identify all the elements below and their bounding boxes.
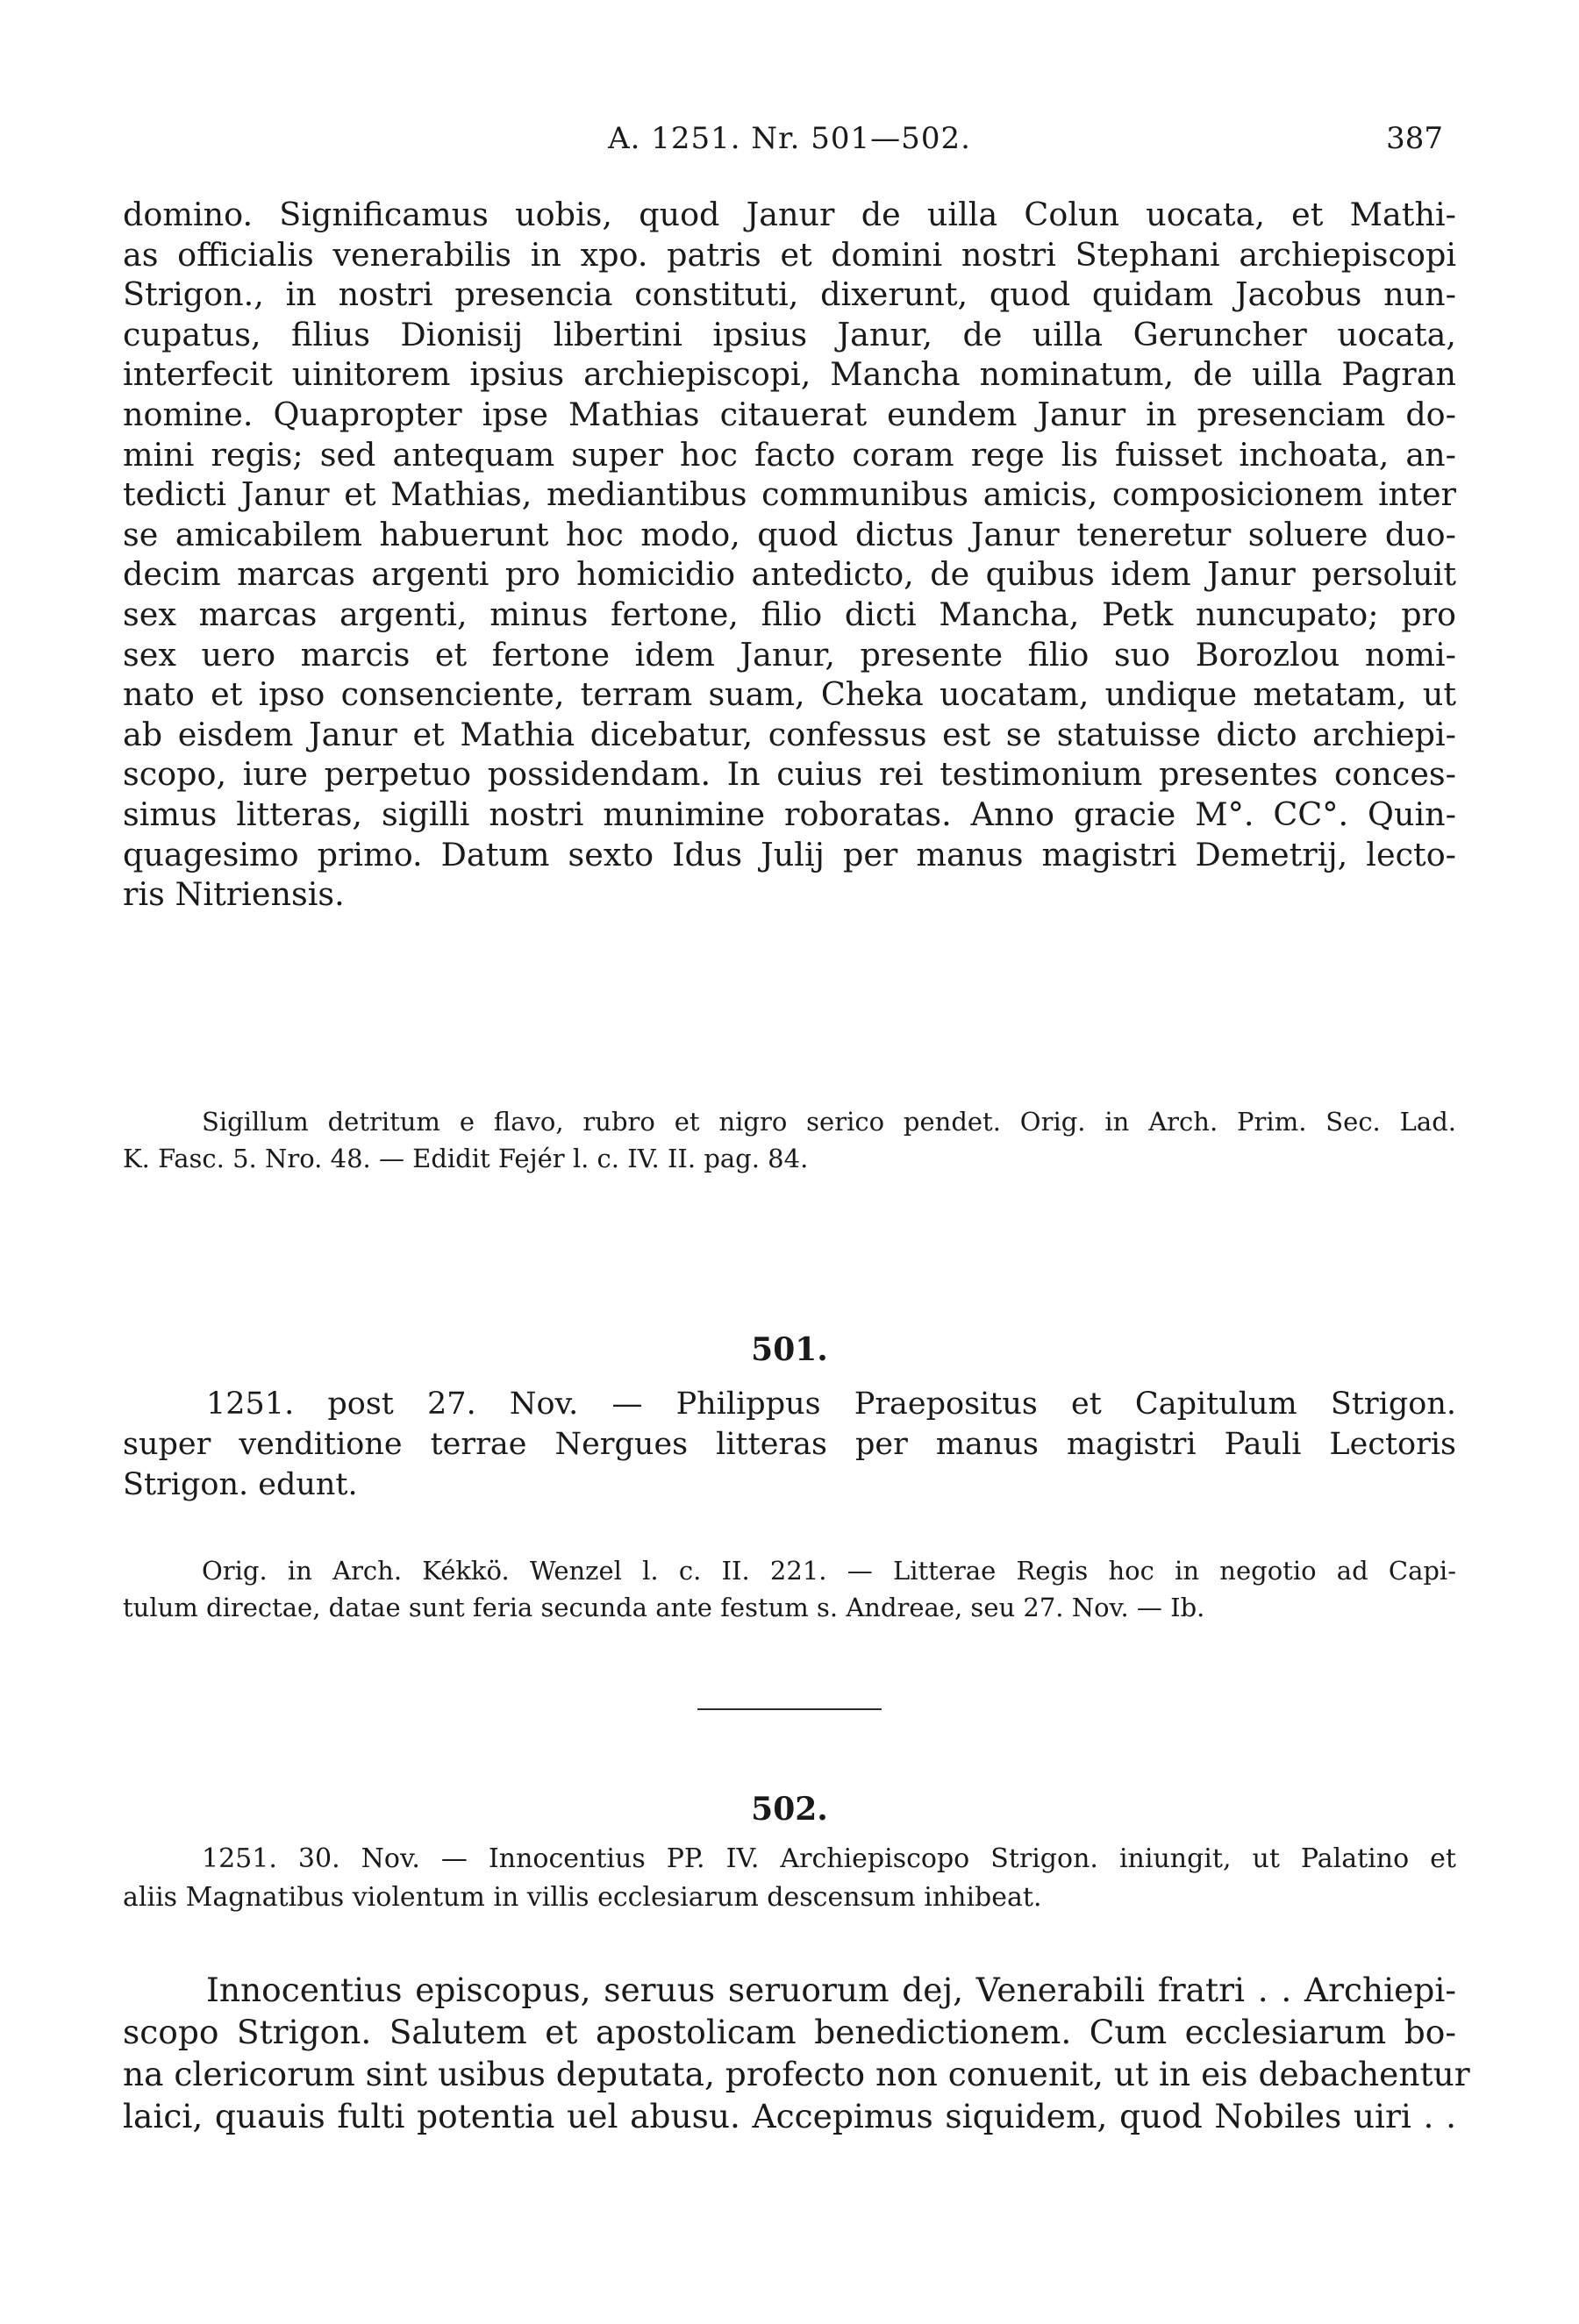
text-line: interfecit uinitorem ipsius archiepiscopi, Mancha nominatum, de uilla Pagran — [123, 355, 1456, 394]
text-line: cupatus, filius Dionisij libertini ipsius Janur, de uilla Geruncher uocata, — [123, 315, 1456, 353]
regest-line: 1251. post 27. Nov. — Philippus Praepositus et Capitulum Strigon. — [206, 1387, 1456, 1422]
text-line: scopo, iure perpetuo possidendam. In cuius rei testimonium presentes conces- — [123, 755, 1456, 794]
text-line: se amicabilem habuerunt hoc modo, quod dictus Janur teneretur soluere duo- — [123, 515, 1456, 553]
text-line: nomine. Quapropter ipse Mathias citauerat eundem Janur in presenciam do- — [123, 395, 1456, 433]
regest-line: Strigon. edunt. — [123, 1467, 358, 1502]
regest-line: super venditione terrae Nergues litteras per manus magistri Pauli Lectoris — [123, 1427, 1456, 1462]
text-line: ris Nitriensis. — [123, 875, 345, 914]
text-line: ab eisdem Janur et Mathia dicebatur, confessus est se statuisse dicto archiepi- — [123, 715, 1456, 753]
note-line: tulum directae, datae sunt feria secunda ante festum s. Andreae, seu 27. Nov. — Ib. — [123, 1593, 1205, 1622]
text-line: nato et ipso consenciente, terram suam, Cheka uocatam, undique metatam, ut — [123, 675, 1456, 714]
text-line: na clericorum sint usibus deputata, profecto non conuenit, ut in eis debachentur — [123, 2055, 1470, 2093]
text-line: scopo Strigon. Salutem et apostolicam benedictionem. Cum ecclesiarum bo- — [123, 2013, 1456, 2051]
source-note-500 — [123, 1103, 1456, 1177]
text-line: tedicti Janur et Mathias, mediantibus communibus amicis, composicionem inter — [123, 475, 1456, 514]
text-line: Strigon., in nostri presencia constituti, dixerunt, quod quidam Jacobus nun- — [123, 275, 1456, 314]
text-line: sex marcas argenti, minus fertone, filio dicti Mancha, Petk nuncupato; pro — [123, 595, 1456, 633]
note-line: Sigillum detritum e flavo, rubro et nigro serico pendet. Orig. in Arch. Prim. Sec. Lad. — [202, 1107, 1456, 1137]
charter-text-502 — [123, 1969, 1470, 2137]
charter-text-500 — [123, 195, 1456, 915]
text-line: sex uero marcis et fertone idem Janur, presente filio suo Borozlou nomi- — [123, 635, 1456, 674]
entry-number-501: 501. — [751, 1331, 828, 1368]
source-note-501 — [123, 1552, 1456, 1626]
page-header — [0, 121, 1579, 165]
note-line: K. Fasc. 5. Nro. 48. — Edidit Fejér l. c. IV. II. pag. 84. — [123, 1144, 809, 1173]
text-line: Innocentius episcopus, seruus seruorum dej, Venerabili fratri . . Archiepi- — [206, 1971, 1456, 2009]
regest-line: aliis Magnatibus violentum in villis ecclesiarum descensum inhibeat. — [123, 1882, 1042, 1913]
regest-501 — [123, 1384, 1456, 1505]
running-title: A. 1251. Nr. 501—502. — [608, 121, 971, 156]
text-line: as officialis venerabilis in xpo. patris et domini nostri Stephani archiepiscopi — [123, 235, 1456, 274]
section-divider — [697, 1708, 882, 1710]
text-line: laici, quauis fulti potentia uel abusu. Accepimus siquidem, quod Nobiles uiri . . — [123, 2097, 1456, 2135]
text-line: simus litteras, sigilli nostri munimine roboratas. Anno gracie M°. CC°. Quin- — [123, 795, 1456, 833]
regest-502 — [123, 1840, 1456, 1917]
note-line: Orig. in Arch. Kékkö. Wenzel l. c. II. 221. — Litterae Regis hoc in negotio ad Capi- — [202, 1556, 1456, 1586]
text-line: quagesimo primo. Datum sexto Idus Julij per manus magistri Demetrij, lecto- — [123, 835, 1456, 873]
text-line: mini regis; sed antequam super hoc facto coram rege lis fuisset inchoata, an- — [123, 435, 1456, 474]
regest-line: 1251. 30. Nov. — Innocentius PP. IV. Archiepiscopo Strigon. iniungit, ut Palatino et — [202, 1843, 1456, 1874]
text-line: domino. Significamus uobis, quod Janur de uilla Colun uocata, et Mathi- — [123, 196, 1456, 233]
entry-number-502: 502. — [751, 1791, 828, 1828]
text-line: decim marcas argenti pro homicidio antedicto, de quibus idem Janur persoluit — [123, 555, 1456, 594]
page-number: 387 — [1386, 121, 1443, 156]
